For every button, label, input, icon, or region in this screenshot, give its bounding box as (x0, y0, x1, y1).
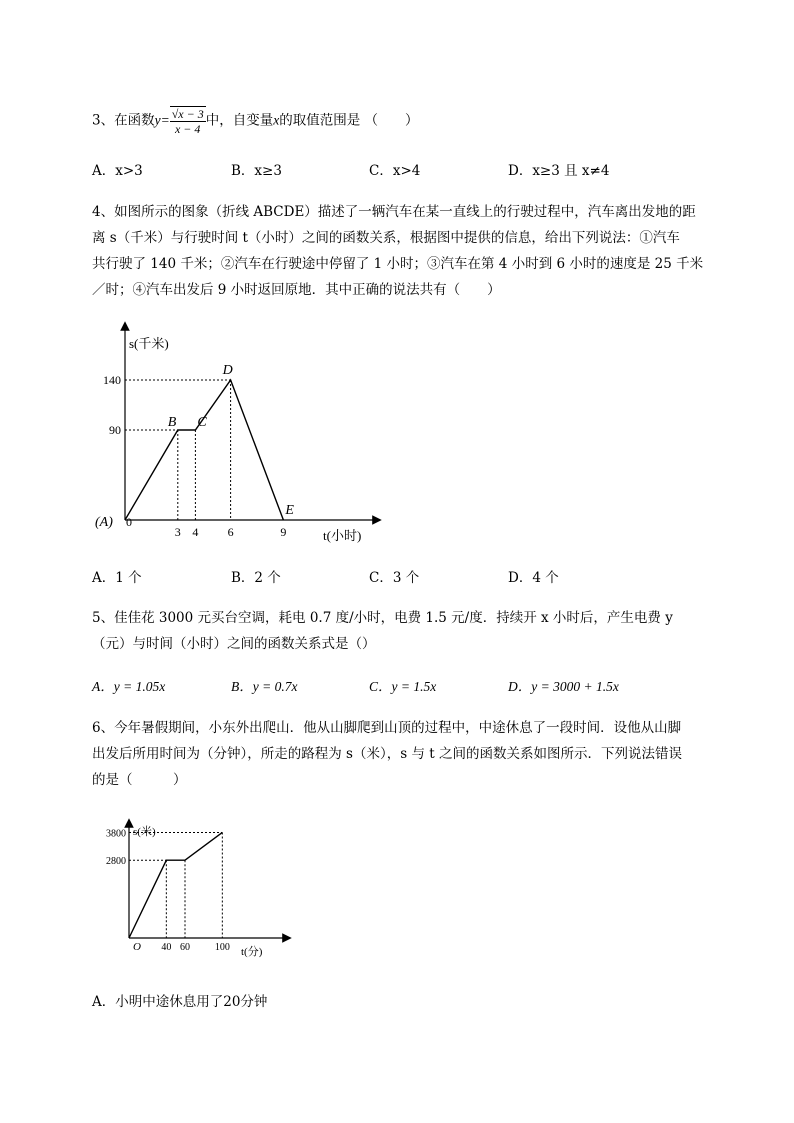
q4-x-tick-3: 3 (174, 525, 181, 539)
q4-option-c[interactable]: C．3 个 (369, 570, 420, 586)
q3-suffix-b: 的取值范围是 （ ） (279, 112, 419, 129)
q4-point-label-4: E (285, 503, 294, 518)
q4-point-label-0: (A) (95, 515, 113, 530)
q4-chart (95, 318, 385, 548)
q3-option-b[interactable]: B．x≥3 (231, 163, 282, 179)
q4-option-b[interactable]: B．2 个 (231, 570, 281, 586)
q4-line-4: ／时；④汽车出发后 9 小时返回原地．其中正确的说法共有（ ） (92, 282, 501, 298)
q5-option-c[interactable]: C．y = 1.5x (369, 679, 437, 694)
q3-denominator: x − 4 (174, 122, 201, 136)
q6-y-label: s(米) (133, 826, 156, 838)
q4-line-1: 4、如图所示的图象（折线 ABCDE）描述了一辆汽车在某一直线上的行驶过程中，汽车离出发地的距 (92, 204, 696, 220)
q5-line-2: （元）与时间（小时）之间的函数关系式是（） (92, 636, 376, 652)
q6-x-tick-100: 100 (214, 942, 230, 953)
q4-x-tick-9: 9 (280, 525, 287, 539)
q5-option-b[interactable]: B．y = 0.7x (231, 679, 298, 694)
q6-chart (95, 818, 295, 963)
q4-point-label-1: B (167, 415, 177, 430)
q6-origin-label: O (133, 941, 141, 953)
q4-option-a[interactable]: A．1 个 (92, 570, 142, 586)
q5-option-d[interactable]: D．y = 3000 + 1.5x (508, 679, 619, 694)
q3-option-c[interactable]: C．x>4 (369, 163, 421, 179)
q6-y-tick-2800: 2800 (106, 856, 126, 868)
q3-option-a[interactable]: A．x>3 (92, 163, 143, 179)
q4-x-label: t(小时) (323, 528, 362, 543)
q4-point-label-2: C (197, 415, 207, 430)
q4-line-2: 离 s（千米）与行驶时间 t（小时）之间的函数关系，根据图中提供的信息，给出下列说法：①汽车 (92, 230, 680, 246)
q4-x-tick-4: 4 (192, 525, 199, 539)
q5-option-a[interactable]: A．y = 1.05x (92, 679, 166, 694)
q6-x-tick-40: 40 (161, 942, 172, 953)
q3-prefix: 3、在函数 (92, 112, 155, 129)
q3-option-d[interactable]: D．x≥3 且 x≠4 (508, 163, 610, 179)
q4-option-d[interactable]: D．4 个 (508, 570, 559, 586)
q4-series-line (125, 380, 283, 520)
q3-numerator: √x − 3 (171, 107, 204, 121)
q4-x-tick-6: 6 (227, 525, 234, 539)
q4-line-3: 共行驶了 140 千米；②汽车在行驶途中停留了 1 小时；③汽车在第 4 小时到 6 小时的速度是 25 千米 (92, 256, 704, 272)
q4-y-tick-140: 140 (103, 373, 121, 387)
q6-x-label: t(分) (241, 946, 263, 958)
q4-x-tick-0: 0 (126, 515, 132, 529)
q6-x-tick-60: 60 (180, 942, 190, 953)
q3-stem (92, 106, 419, 136)
q3-suffix-a: 中，自变量 (205, 112, 274, 129)
q6-line-2: 出发后所用时间为（分钟），所走的路程为 s（米），s 与 t 之间的函数关系如图所示．下列说法错误 (92, 746, 682, 762)
q4-y-label: s(千米) (129, 336, 169, 351)
q6-line-3: 的是（ ） (92, 772, 187, 788)
q3-fraction (170, 106, 206, 136)
q3-var: x (273, 112, 280, 128)
q6-option-a[interactable]: A．小明中途休息用了20分钟 (92, 994, 268, 1010)
q5-line-1: 5、佳佳花 3000 元买台空调，耗电 0.7 度/小时，电费 1.5 元/度．持续开 x 小时后，产生电费 y (92, 610, 673, 626)
q3-func-y: y= (154, 112, 170, 128)
q6-series-line (129, 832, 222, 938)
q4-y-tick-90: 90 (109, 423, 121, 437)
q6-y-tick-3800: 3800 (106, 828, 126, 840)
q4-point-label-3: D (222, 363, 233, 378)
q6-line-1: 6、今年暑假期间，小东外出爬山．他从山脚爬到山顶的过程中，中途休息了一段时间．设他从山脚 (92, 720, 682, 736)
